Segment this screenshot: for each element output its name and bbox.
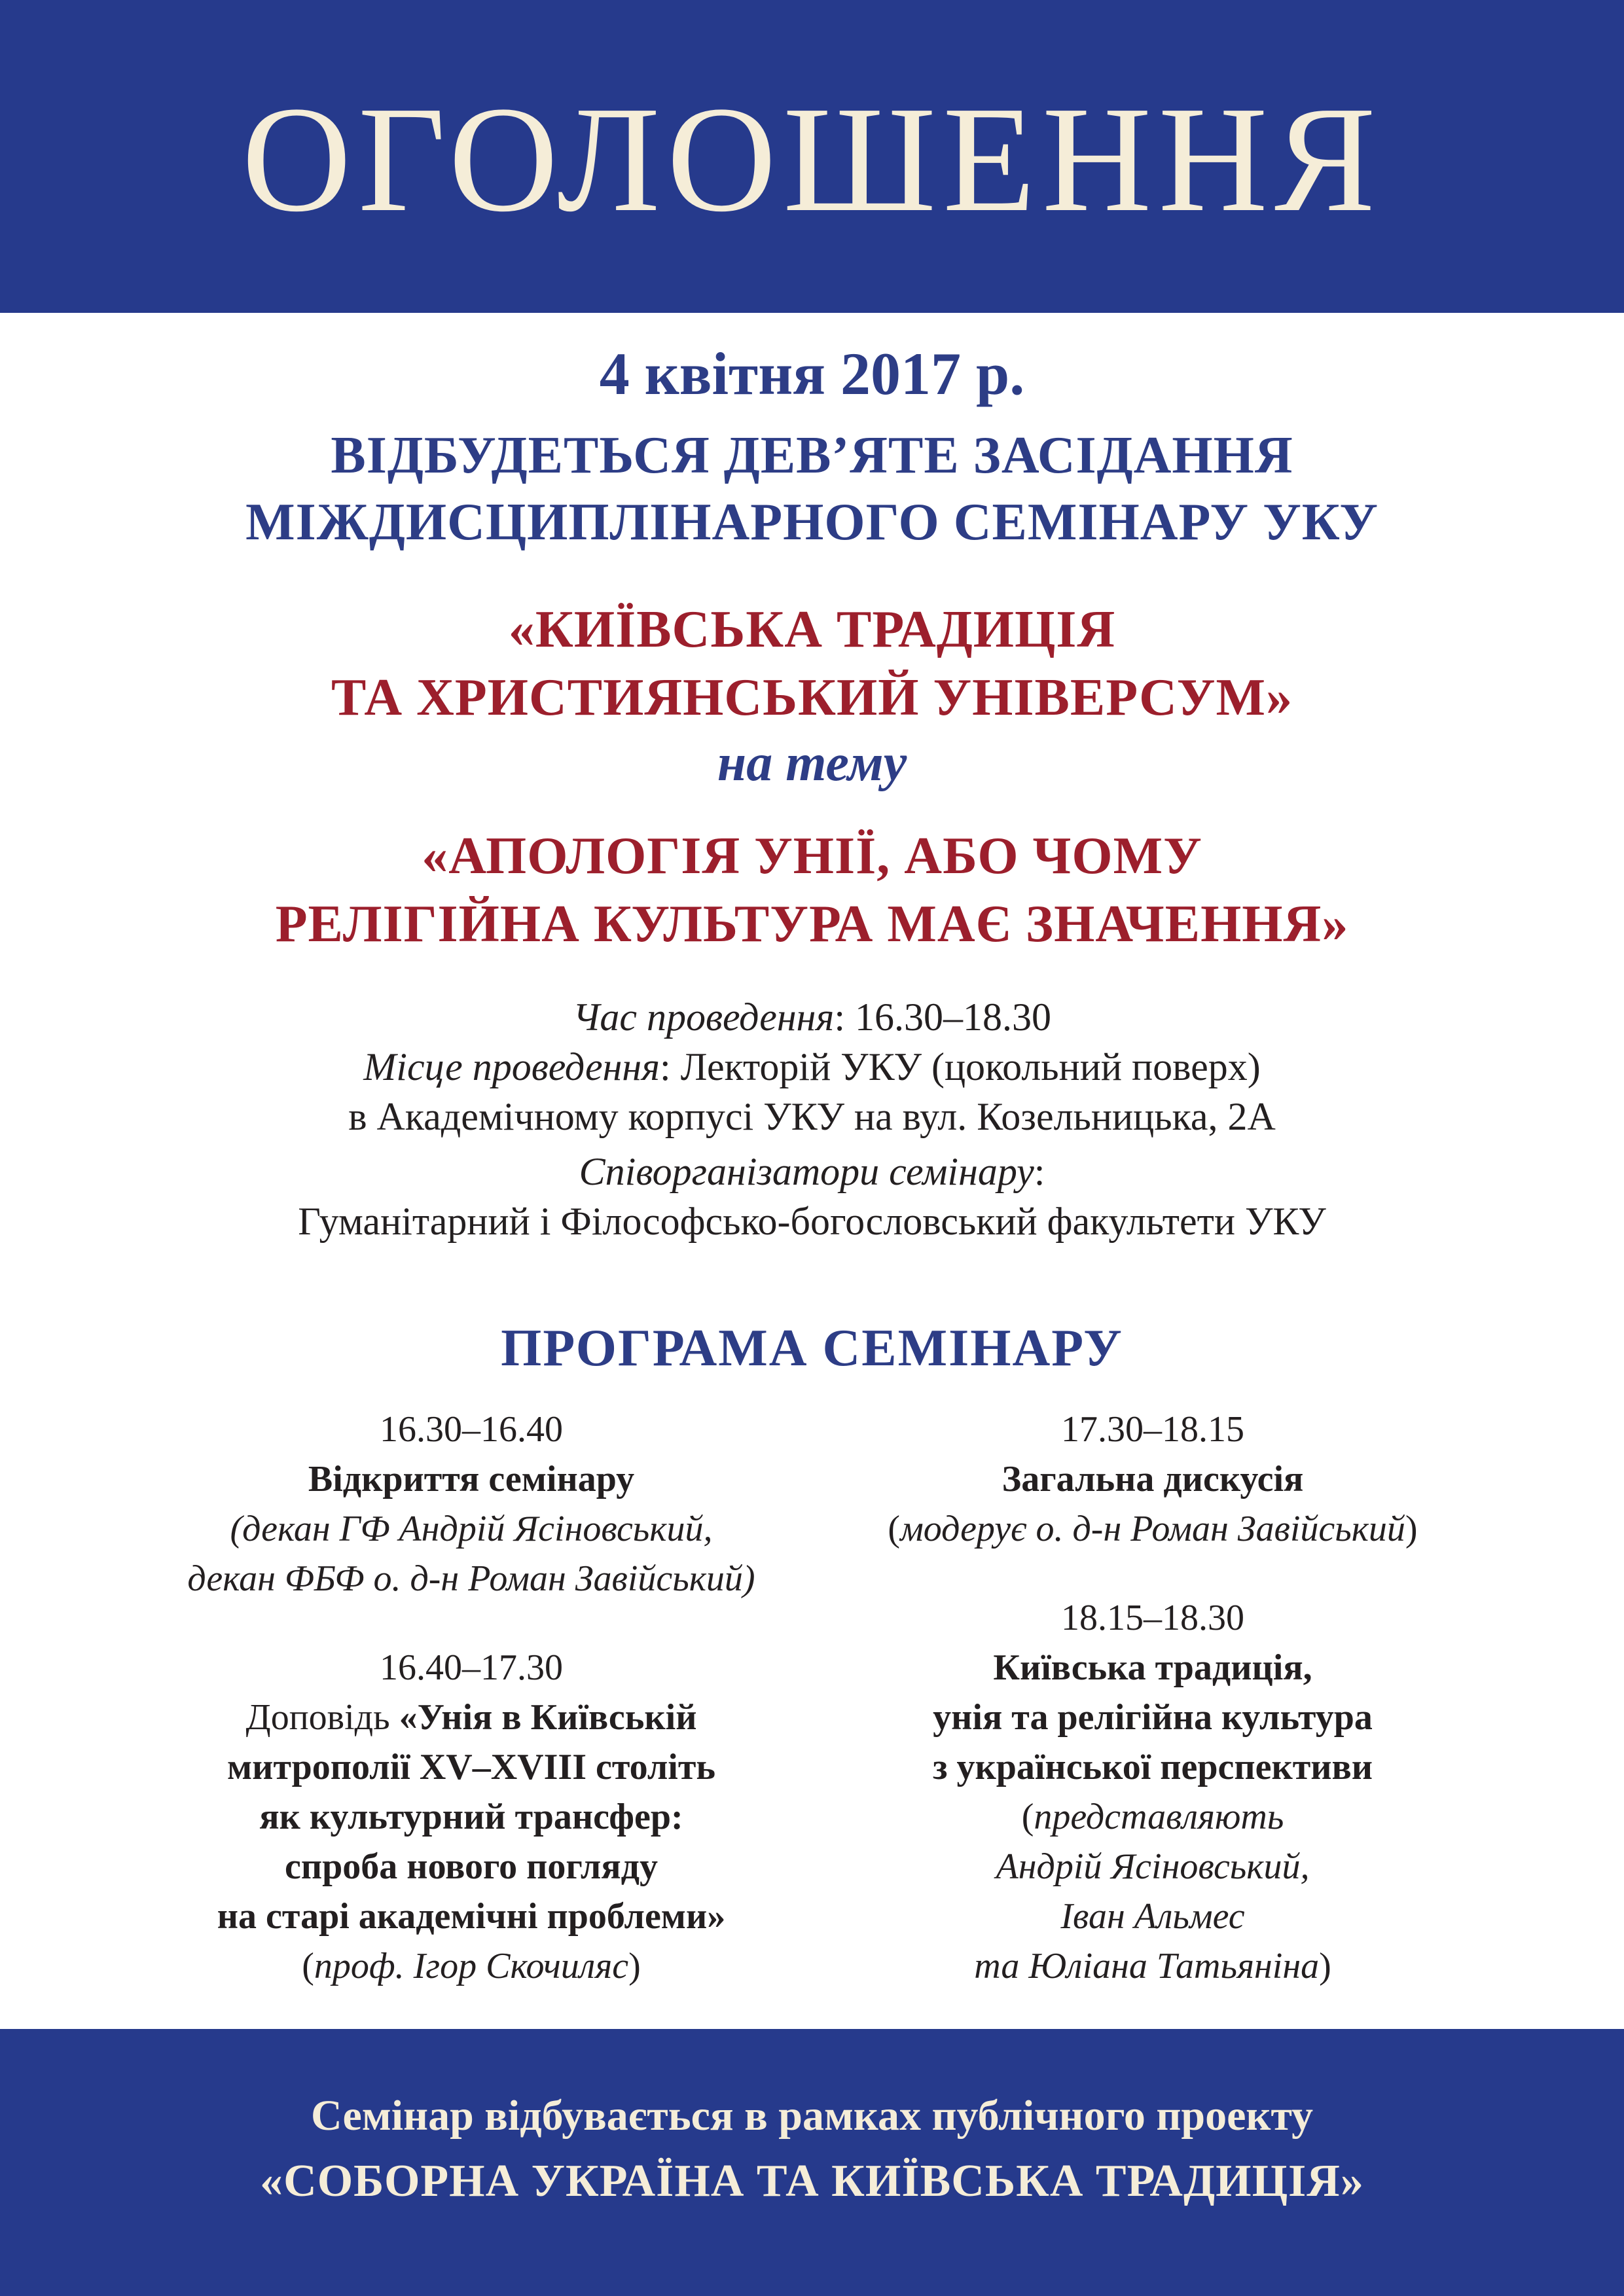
item-time: 18.15–18.30 bbox=[1061, 1598, 1244, 1638]
paren-close: ) bbox=[628, 1946, 641, 1986]
seminar-series-title bbox=[0, 596, 1624, 732]
topic-line: РЕЛІГІЙНА КУЛЬТУРА МАЄ ЗНАЧЕННЯ» bbox=[275, 895, 1349, 953]
program-item bbox=[839, 1593, 1467, 1991]
top-banner bbox=[0, 0, 1624, 313]
note-line: декан ГФ Андрій Ясіновський, bbox=[242, 1509, 713, 1549]
paren-open: ( bbox=[230, 1509, 243, 1549]
note-line: Андрій Ясіновський, bbox=[996, 1846, 1310, 1887]
moderator-note: модерує о. д-н Роман Завійський bbox=[900, 1509, 1405, 1549]
place-address: в Академічному корпусі УКУ на вул. Козельницька, 2А bbox=[348, 1095, 1276, 1138]
paren-open: ( bbox=[1021, 1797, 1034, 1837]
time-value: : 16.30–18.30 bbox=[834, 996, 1051, 1039]
place-value: : Лекторій УКУ (цокольний поверх) bbox=[660, 1045, 1261, 1088]
item-note bbox=[839, 1941, 1467, 1991]
place-label: Місце проведення bbox=[363, 1045, 660, 1088]
item-note bbox=[839, 1792, 1467, 1842]
topic-title bbox=[0, 822, 1624, 958]
talk-title-row bbox=[157, 1693, 785, 1742]
talk-title-line: на старі академічні проблеми» bbox=[217, 1896, 726, 1937]
item-note bbox=[157, 1504, 785, 1554]
item-time: 17.30–18.15 bbox=[1061, 1409, 1244, 1450]
note-line: Іван Альмес bbox=[1060, 1896, 1245, 1937]
talk-title-line: спроба нового погляду bbox=[285, 1846, 658, 1887]
footer-line: Семінар відбувається в рамках публічного проекту bbox=[310, 2092, 1314, 2140]
bottom-banner bbox=[0, 2029, 1624, 2296]
item-note bbox=[839, 1504, 1467, 1554]
series-line: ТА ХРИСТИЯНСЬКИЙ УНІВЕРСУМ» bbox=[331, 669, 1293, 726]
talk-title-line: як культурний трансфер: bbox=[259, 1797, 683, 1837]
note-line: представляють bbox=[1034, 1797, 1284, 1837]
paren-close: ) bbox=[1319, 1946, 1331, 1986]
time-label: Час проведення bbox=[573, 996, 835, 1039]
item-time: 16.30–16.40 bbox=[380, 1409, 563, 1450]
project-title: «СОБОРНА УКРАЇНА ТА КИЇВСЬКА ТРАДИЦІЯ» bbox=[260, 2156, 1364, 2206]
talk-title-line: «Унія в Київській bbox=[399, 1697, 697, 1738]
coorganizers-colon: : bbox=[1034, 1150, 1045, 1193]
series-line: «КИЇВСЬКА ТРАДИЦІЯ bbox=[508, 601, 1116, 658]
talk-title-line: митрополії XV–XVIII століть bbox=[227, 1747, 715, 1787]
item-title-line: з української перспективи bbox=[932, 1747, 1373, 1787]
time-row bbox=[0, 992, 1624, 1042]
program-item bbox=[839, 1405, 1467, 1554]
program-item bbox=[157, 1643, 785, 1991]
note-line: декан ФБФ о. д-н Роман Завійський bbox=[187, 1558, 743, 1599]
paren-close: ) bbox=[742, 1558, 755, 1599]
item-title-line: унія та релігійна культура bbox=[933, 1697, 1373, 1738]
item-title-line: Київська традиція, bbox=[993, 1647, 1312, 1688]
paren-open: ( bbox=[302, 1946, 314, 1986]
on-topic-label: на тему bbox=[717, 734, 907, 792]
speaker-name: проф. Ігор Скочиляс bbox=[314, 1946, 629, 1986]
note-line: та Юліана Татьяніна bbox=[974, 1946, 1320, 1986]
program-heading: ПРОГРАМА СЕМІНАРУ bbox=[501, 1319, 1123, 1377]
program-column-right bbox=[839, 1405, 1467, 1991]
program-item bbox=[157, 1405, 785, 1604]
coorganizers-value: Гуманітарний і Філософсько-богословський факультети УКУ bbox=[298, 1200, 1326, 1243]
program-column-left bbox=[157, 1405, 785, 1991]
item-time: 16.40–17.30 bbox=[380, 1647, 563, 1688]
place-row bbox=[0, 1042, 1624, 1092]
talk-prefix: Доповідь bbox=[245, 1697, 399, 1738]
item-title: Загальна дискусія bbox=[1001, 1459, 1304, 1499]
coorganizers-label: Співорганізатори семінару bbox=[579, 1150, 1034, 1193]
event-details bbox=[0, 992, 1624, 1246]
paren-close: ) bbox=[1405, 1509, 1418, 1549]
item-note bbox=[157, 1554, 785, 1604]
topic-line: «АПОЛОГІЯ УНІЇ, АБО ЧОМУ bbox=[422, 827, 1202, 885]
headline-line: ВІДБУДЕТЬСЯ ДЕВ’ЯТЕ ЗАСІДАННЯ bbox=[331, 427, 1293, 484]
coorganizers-row bbox=[0, 1147, 1624, 1196]
event-date: 4 квітня 2017 р. bbox=[599, 340, 1025, 407]
paren-open: ( bbox=[888, 1509, 901, 1549]
item-title: Відкриття семінару bbox=[308, 1459, 635, 1499]
banner-title: ОГОЛОШЕННЯ bbox=[242, 75, 1382, 243]
headline bbox=[0, 422, 1624, 556]
headline-line: МІЖДИСЦИПЛІНАРНОГО СЕМІНАРУ УКУ bbox=[245, 493, 1379, 551]
item-note bbox=[157, 1941, 785, 1991]
